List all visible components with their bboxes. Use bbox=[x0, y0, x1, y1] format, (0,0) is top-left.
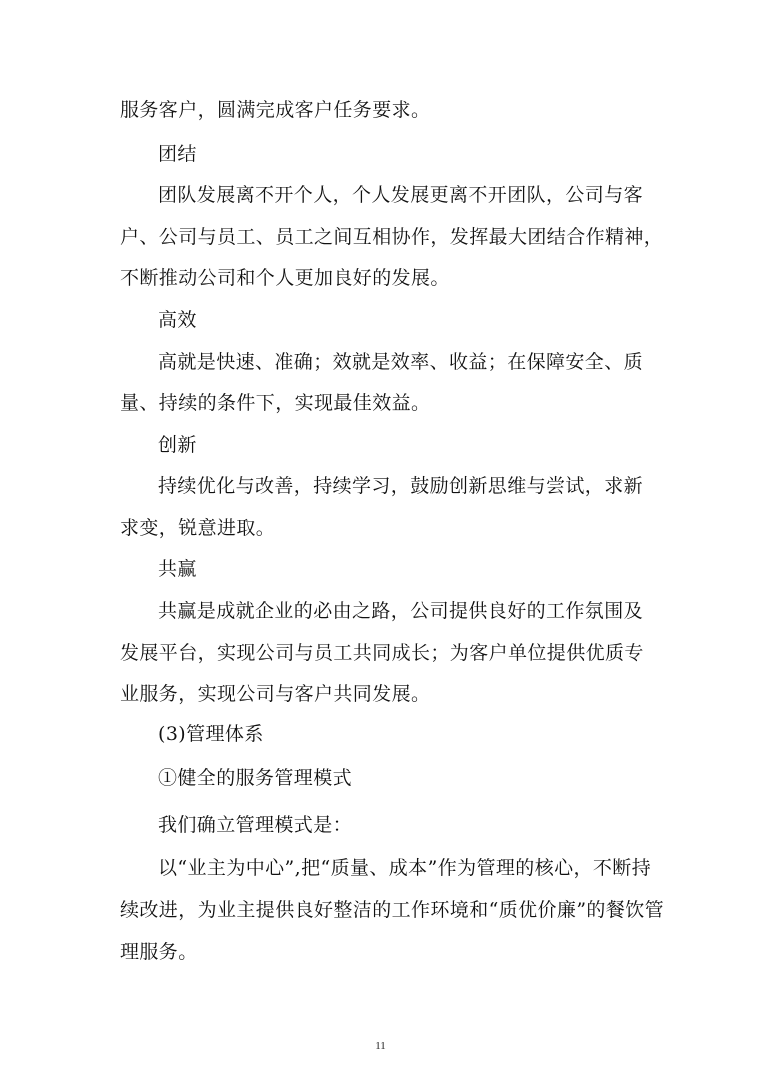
section-heading: 创新 bbox=[158, 434, 197, 456]
paragraph-line: 高就是快速、准确；效就是效率、收益；在保障安全、质 bbox=[158, 351, 644, 373]
paragraph-line: 量、持续的条件下，实现最佳效益。 bbox=[120, 392, 431, 414]
paragraph-line: 户、公司与员工、员工之间互相协作，发挥最大团结合作精神， bbox=[120, 226, 664, 248]
paragraph-line: 以“业主为中心”,把“质量、成本”作为管理的核心，不断持 bbox=[158, 857, 652, 879]
section-heading: (3)管理体系 bbox=[158, 723, 264, 745]
paragraph-line: 续改进，为业主提供良好整洁的工作环境和“质优价廉”的餐饮管 bbox=[120, 899, 665, 921]
paragraph-line: 持续优化与改善，持续学习，鼓励创新思维与尝试，求新 bbox=[158, 475, 644, 497]
paragraph-line: 不断推动公司和个人更加良好的发展。 bbox=[120, 267, 450, 289]
subsection-heading: ①健全的服务管理模式 bbox=[158, 767, 353, 789]
section-heading: 团结 bbox=[158, 143, 197, 165]
paragraph-line: 发展平台，实现公司与员工共同成长；为客户单位提供优质专 bbox=[120, 642, 644, 664]
paragraph-line: 团队发展离不开个人，个人发展更离不开团队，公司与客 bbox=[158, 184, 644, 206]
section-heading: 共赢 bbox=[158, 558, 197, 580]
section-heading: 高效 bbox=[158, 309, 197, 331]
paragraph-line: 业服务，实现公司与客户共同发展。 bbox=[120, 683, 431, 705]
paragraph-line: 服务客户，圆满完成客户任务要求。 bbox=[120, 99, 431, 121]
paragraph-line: 共赢是成就企业的必由之路，公司提供良好的工作氛围及 bbox=[158, 600, 644, 622]
paragraph-line: 理服务。 bbox=[120, 941, 198, 963]
paragraph-line: 求变，锐意进取。 bbox=[120, 517, 276, 539]
paragraph-line: 我们确立管理模式是： bbox=[158, 814, 353, 836]
page-number: 11 bbox=[375, 1040, 386, 1052]
